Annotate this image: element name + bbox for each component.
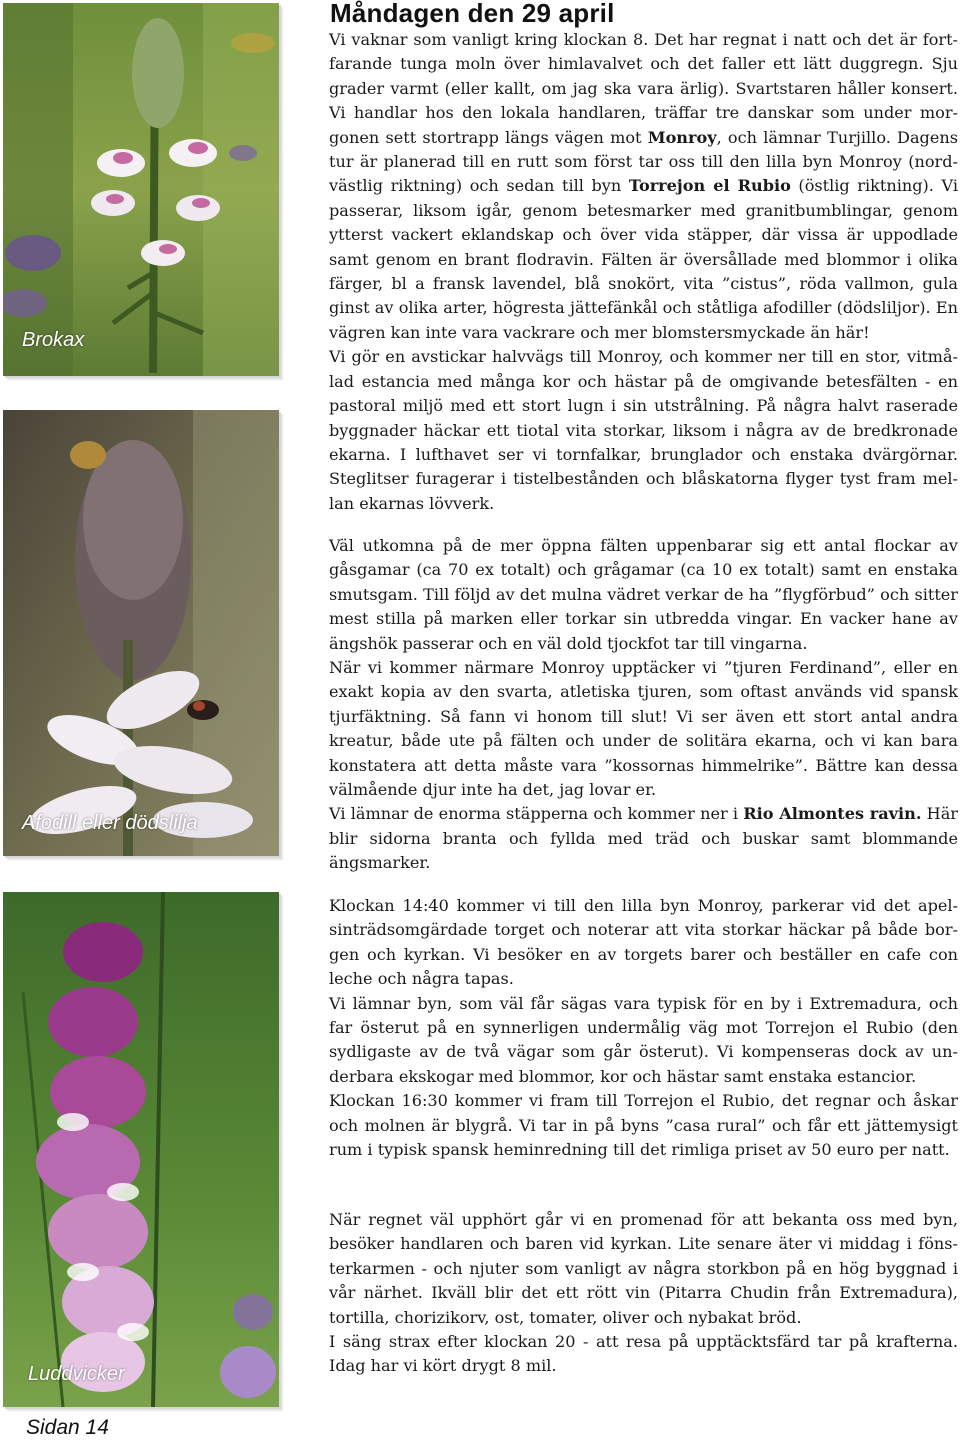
- paragraph: Klockan 14:40 kommer vi till den lilla byn Monroy, parkerar vid det apelsinträdsomgärdade torget och noterar att vita storkar häckar på både borgen och kyrkan. Vi besöker en av torgets barer och beställer en cafe con leche och några tapas.: [329, 896, 958, 989]
- paragraph: Klockan 16:30 kommer vi fram till Torrejon el Rubio, det regnar och åskar och molnen är blygrå. Vi tar in på byns ”casa rural” och får ett jättemysigt rum i typisk spansk heminredning till det rimliga priset av 50 euro per natt.: [329, 1091, 958, 1160]
- place-name: Monroy: [647, 127, 717, 147]
- afodill-flower-image: [3, 410, 279, 856]
- text-block-4: [329, 1208, 958, 1379]
- paragraph: När vi kommer närmare Monroy upptäcker vi ”tjuren Ferdinand”, eller en exakt kopia av den svarta, atletiska tjuren, som oftast används vid spansk tjurfäktning. Så fann vi honom till slut! Vi ser även ett stort antal andra kreatur, både ute på fälten och under de solitära ekarna, och vi kan bara konstatera att detta måste vara ”kossornas himmelrike”. Bättre kan dessa välmående djur inte ha det, jag lovar er.: [329, 658, 958, 800]
- brokax-flower-image: [3, 3, 279, 376]
- place-name: Torrejon el Rubio: [628, 176, 791, 196]
- photo-brokax: [3, 3, 279, 376]
- paragraph: Väl utkomna på de mer öppna fälten uppenbarar sig ett antal flockar av gåsgamar (ca 70 ex totalt) och grågamar (ca 10 ex totalt) samt en enstaka smutsgam. Till följd av det mulna vädret verkar de ha ”flygförbud” och sitter mest stilla på marken eller torkar sin utbredda vingar. En vacker hane av ängshök passerar och en väl dold tjockfot tar till vingarna.: [329, 536, 958, 653]
- text-block-1: [329, 28, 958, 516]
- luddvicker-flower-image: [3, 892, 279, 1407]
- text-block-2: [329, 534, 958, 876]
- photo-luddvicker: [3, 892, 279, 1407]
- paragraph: Vi gör en avstickar halvvägs till Monroy, och kommer ner till en stor, vitmålad estancia med många kor och hästar på de omgivande betesfälten - en pastoral miljö med ett stort lugn i sin utstrålning. På några halvt raserade byggnader häckar ett tiotal vita storkar, liksom i några av de bredkronade ekarna. I lufthavet ser vi tornfalkar, brunglador och enstaka dvärgörnar. Steglitser furagerar i tistelbestånden och blåskatorna flyger tyst fram mellan ekarnas lövverk.: [329, 347, 958, 513]
- place-name: Rio Almontes ravin.: [743, 804, 922, 824]
- paragraph: När regnet väl upphört går vi en promenad för att bekanta oss med byn, besöker handlaren och baren vid kyrkan. Lite senare äter vi middag i fönsterkarmen - och njuter som vanligt av några storkbon på en hög byggnad i vår närhet. Ikväll blir det ett rött vin (Pitarra Chudin från Extremadura), tortilla, chorizikorv, ost, tomater, oliver och nybakat bröd.: [329, 1210, 958, 1327]
- paragraph: Vi lämnar byn, som väl får sägas vara typisk för en by i Extremadura, och far österut på en synnerligen undermålig väg mot Torrejon el Rubio (den sydligaste av de två vägar som går österut). Vi kompenseras dock av underbara ekskogar med blommor, kor och hästar samt enstaka estancior.: [329, 993, 958, 1086]
- text-block-3: [329, 894, 958, 1162]
- paragraph: I säng strax efter klockan 20 - att resa på upptäcktsfärd tar på krafterna. Idag har vi kört drygt 8 mil.: [329, 1332, 958, 1376]
- caption-brokax: Brokax: [22, 329, 85, 351]
- page-number: Sidan 14: [26, 1416, 109, 1439]
- paragraph: Vi vaknar som vanligt kring klockan 8. Det har regnat i natt och det är fortfarande tunga moln över himlavalvet och det faller ett lätt duggregn. Sju grader varmt (eller kallt, om jag ska vara ärlig). Svartstaren håller konsert. Vi handlar hos den lokala handlaren, träffar tre danskar som under morgonen sett stortrapp längs vägen mot Monroy, och lämnar Turjillo. Dagens tur är planerad till en rutt som först tar oss till den lilla byn Monroy (nordvästlig riktning) och sedan till byn Torrejon el Rubio (östlig riktning). Vi passerar, liksom igår, genom betesmarker med granitbumblingar, genom ytterst vackert eklandskap och över vida stäpper, där vissa är uppodlade samt genom en brant flodravin. Fälten är översållade med blommor i olika färger, bl a fransk lavendel, blå snokört, vita ”cistus”, röda vallmon, gula ginst av olika arter, högresta jättefänkål och ståtliga afodiller (dödsliljor). En vägren kan inte vara vackrare och mer blomstersmyckade än här!: [329, 30, 959, 342]
- caption-luddvicker: Luddvicker: [28, 1363, 125, 1385]
- page-title: Måndagen den 29 april: [330, 0, 615, 28]
- photo-afodill: [3, 410, 279, 856]
- caption-afodill: Afodill eller dödslilja: [22, 812, 198, 834]
- paragraph: Vi lämnar de enorma stäpperna och kommer ner i Rio Almontes ravin. Här blir sidorna branta och fyllda med träd och buskar samt blommande ängsmarker.: [329, 804, 958, 873]
